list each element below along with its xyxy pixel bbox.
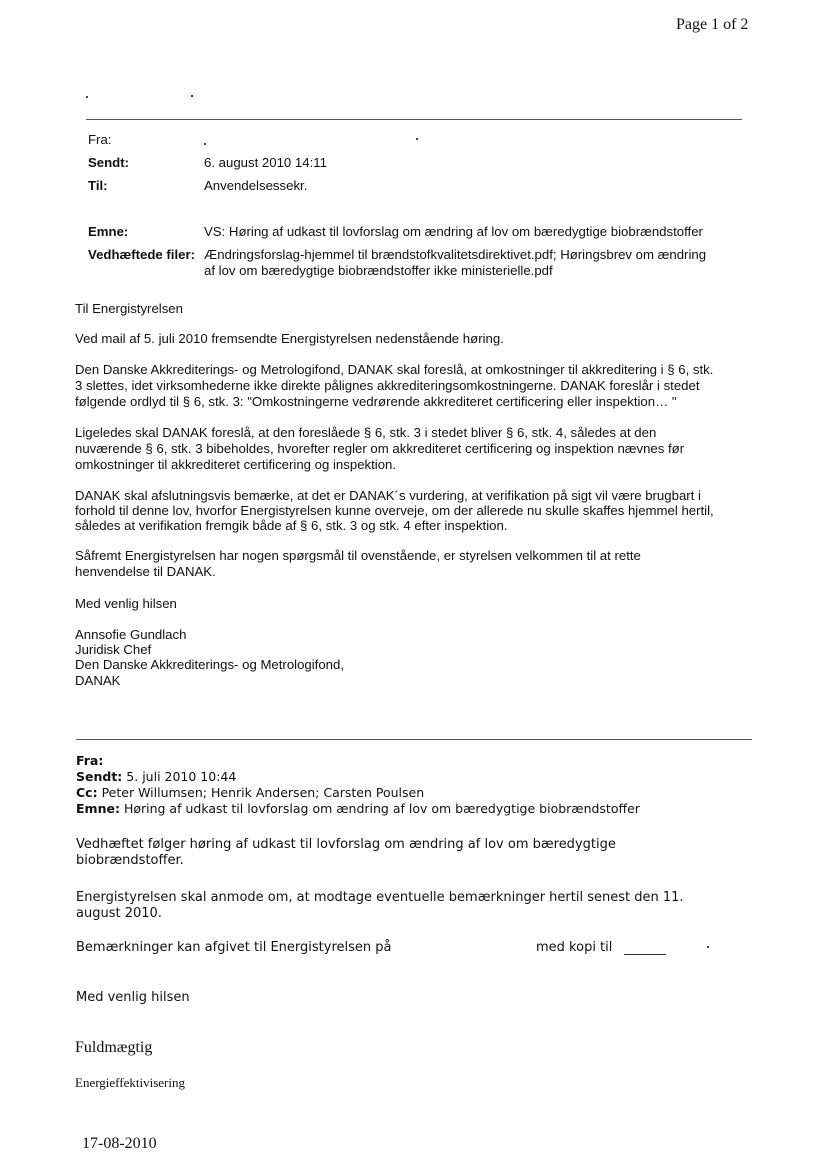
scan-speck xyxy=(204,143,206,145)
fwd-subject-label: Emne: xyxy=(76,801,120,816)
greeting: Til Energistyrelsen xyxy=(75,301,183,316)
attachments-label: Vedhæftede filer: xyxy=(88,247,195,262)
sent-value: 6. august 2010 14:11 xyxy=(204,155,327,170)
scan-speck xyxy=(416,138,418,140)
signature-org-short: DANAK xyxy=(75,673,121,688)
fwd-sent-value: 5. juli 2010 10:44 xyxy=(126,769,237,784)
paragraph-2-line-1: Den Danske Akkrediterings- og Metrologifond, DANAK skal foreslå, at omkostninger til akkreditering i § 6, stk. xyxy=(75,362,714,377)
paragraph-1: Ved mail af 5. juli 2010 fremsendte Energistyrelsen nedenstående høring. xyxy=(75,331,504,346)
attachments-line-1: Ændringsforslag-hjemmel til brændstofkvalitetsdirektivet.pdf; Høringsbrev om ændring xyxy=(204,247,707,262)
closing: Med venlig hilsen xyxy=(75,596,177,611)
fwd-title: Fuldmægtig xyxy=(75,1039,153,1056)
scan-speck xyxy=(86,96,88,98)
fwd-paragraph-3-part-2: med kopi til xyxy=(536,940,613,955)
to-label: Til: xyxy=(88,178,108,193)
paragraph-2-line-2: 3 slettes, idet virksomhederne ikke direkte pålignes akkrediteringsomkostningerne. DANAK foreslår i stedet xyxy=(75,378,700,393)
paragraph-5-line-2: henvendelse til DANAK. xyxy=(75,564,216,579)
fwd-paragraph-1-line-2: biobrændstoffer. xyxy=(76,853,184,868)
subject-label: Emne: xyxy=(88,224,129,239)
paragraph-4-line-2: forhold til denne lov, hvorfor Energistyrelsen kunne overveje, om der allerede nu skulle skaffes hjemmel hertil, xyxy=(75,503,714,518)
forward-divider xyxy=(76,739,752,740)
paragraph-2-line-3: følgende ordlyd til § 6, stk. 3: "Omkostningerne vedrørende akkrediteret certificering eller inspektion… " xyxy=(75,394,677,409)
redacted-underline xyxy=(624,954,666,955)
paragraph-3-line-3: omkostninger til akkrediteret certificering og inspektion. xyxy=(75,457,397,472)
paragraph-3-line-2: nuværende § 6, stk. 3 bibeholdes, hvorefter regler om akkrediteret certificering og inspektion nævnes før xyxy=(75,441,685,456)
paragraph-4-line-1: DANAK skal afslutningsvis bemærke, at det er DANAK´s vurdering, at verifikation på sigt vil være brugbart i xyxy=(75,488,701,503)
signature-name: Annsofie Gundlach xyxy=(75,627,187,642)
fwd-paragraph-2-line-2: august 2010. xyxy=(76,906,162,921)
sent-label: Sendt: xyxy=(88,155,130,170)
fwd-paragraph-2-line-1: Energistyrelsen skal anmode om, at modtage eventuelle bemærkninger hertil senest den 11. xyxy=(76,890,684,905)
attachments-line-2: af lov om bæredygtige biobrændstoffer ikke ministerielle.pdf xyxy=(204,263,553,278)
fwd-paragraph-1-line-1: Vedhæftet følger høring af udkast til lovforslag om ændring af lov om bæredygtige xyxy=(76,837,616,852)
signature-org: Den Danske Akkrediterings- og Metrologifond, xyxy=(75,657,345,672)
subject-value: VS: Høring af udkast til lovforslag om ændring af lov om bæredygtige biobrændstoffer xyxy=(204,224,703,239)
paragraph-4-line-3: således at verifikation fremgik både af § 6, stk. 3 og stk. 4 efter inspektion. xyxy=(75,518,508,533)
fwd-department: Energieffektivisering xyxy=(75,1075,185,1090)
fwd-paragraph-3-part-1: Bemærkninger kan afgivet til Energistyrelsen på xyxy=(76,940,392,955)
scan-speck xyxy=(191,95,193,97)
to-value: Anvendelsessekr. xyxy=(204,178,308,193)
footer-date: 17-08-2010 xyxy=(82,1135,157,1152)
fwd-cc-label: Cc: xyxy=(76,785,98,800)
signature-title: Juridisk Chef xyxy=(75,642,152,657)
fwd-closing: Med venlig hilsen xyxy=(76,990,190,1005)
scan-speck xyxy=(707,946,709,948)
fwd-sent-label: Sendt: xyxy=(76,769,123,784)
header-divider xyxy=(86,119,742,120)
fwd-from-label: Fra: xyxy=(76,753,104,768)
paragraph-5-line-1: Såfremt Energistyrelsen har nogen spørgsmål til ovenstående, er styrelsen velkommen til at rette xyxy=(75,548,641,563)
from-label: Fra: xyxy=(88,132,112,147)
page-number: Page 1 of 2 xyxy=(676,16,749,33)
paragraph-3-line-1: Ligeledes skal DANAK foreslå, at den foreslåede § 6, stk. 3 i stedet bliver § 6, stk. 4, således at den xyxy=(75,425,657,440)
fwd-subject-value: Høring af udkast til lovforslag om ændring af lov om bæredygtige biobrændstoffer xyxy=(123,801,640,816)
fwd-cc-value: Peter Willumsen; Henrik Andersen; Carsten Poulsen xyxy=(101,785,425,800)
